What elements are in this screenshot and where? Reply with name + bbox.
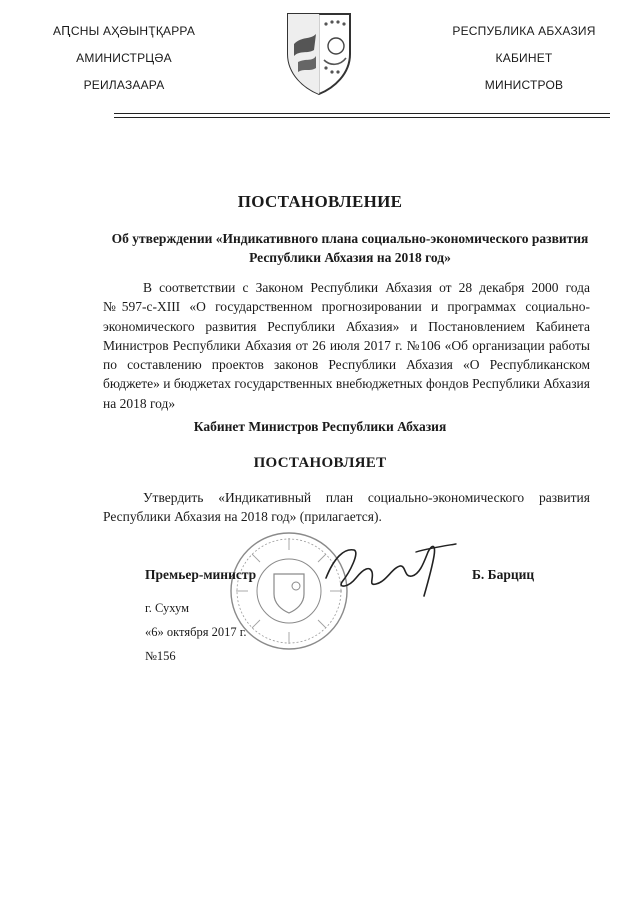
coat-of-arms-icon <box>280 10 358 96</box>
resolution-text: Утвердить «Индикативный план социально-экономического развития Республики Абхазия на 2018 год» (прилагается). <box>103 490 590 525</box>
header-left-line-1: АԤСНЫ АҲӘЫНҬҚАРРА <box>52 24 196 38</box>
document-subtitle: Об утверждении «Индикативного плана социально-экономического развития Республики Абхазия на 2018 год» <box>111 231 589 265</box>
header-right-line-1: РЕСПУБЛИКА АБХАЗИЯ <box>452 24 596 38</box>
header-left-line-3: РЕИЛАЗААРА <box>83 78 165 92</box>
header-right-block <box>424 18 624 99</box>
issuer-line: Кабинет Министров Республики Абхазия <box>193 419 447 434</box>
header-left-block <box>24 18 224 99</box>
header-right-line-2: КАБИНЕТ <box>495 51 553 65</box>
document-preamble: В соответствии с Законом Республики Абхазия от 28 декабря 2000 года №597-с-XIII «О государственном прогнозировании и программах социально-экономического развития Республики Абхазия» и Постановлением Кабинета Министров Республики Абхазия от 26 июля 2017 г. №106 «Об организации работы по составлению проектов законов Республики Абхазия «О Республиканском бюджете» и бюджетах государственных внебюджетных фондов Республики Абхазия на 2018 год» <box>103 280 590 411</box>
signatory-position: Премьер-министр <box>145 567 257 582</box>
header-right-line-3: МИНИСТРОВ <box>484 78 564 92</box>
document-title: ПОСТАНОВЛЕНИЕ <box>237 192 403 211</box>
document-city: г. Сухум <box>145 601 190 615</box>
header-left-line-2: АМИНИСТРЦӘА <box>76 51 172 65</box>
signatory-name: Б. Барциц <box>472 567 535 582</box>
handwritten-signature-icon <box>320 538 460 600</box>
resolution-heading: ПОСТАНОВЛЯЕТ <box>253 455 387 471</box>
header-divider-bottom <box>114 117 610 118</box>
document-date: «6» октября 2017 г. <box>145 625 247 639</box>
header-divider-top <box>114 113 610 114</box>
document-number: №156 <box>145 649 176 663</box>
